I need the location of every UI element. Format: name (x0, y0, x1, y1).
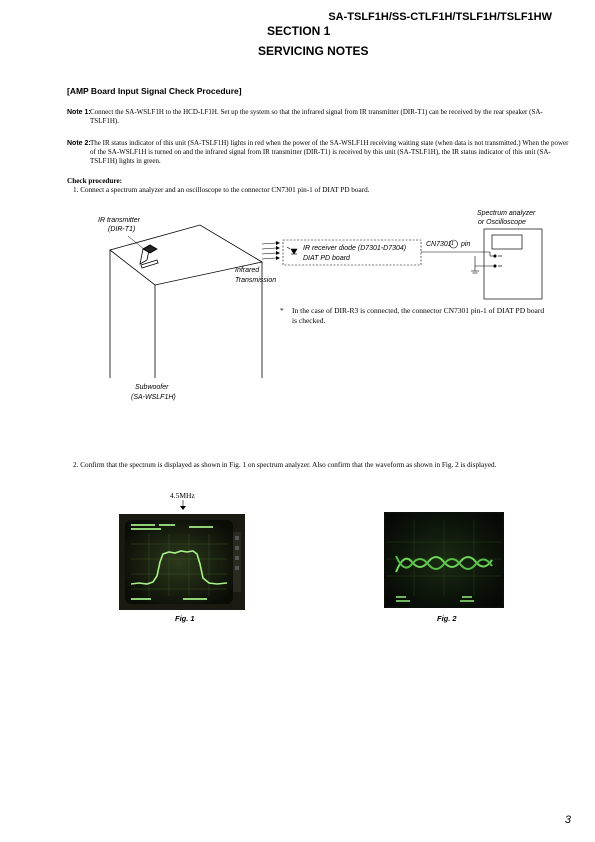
spectrum-analyzer-box (484, 229, 542, 299)
section-heading: SECTION 1 (267, 24, 331, 38)
marker-label: 4.5MHz (170, 491, 195, 500)
infrared-label: Infrared (235, 267, 260, 274)
transmission-label: Transmission (235, 277, 277, 284)
ir-receiver-label: IR receiver diode (D7301-D7304) (303, 245, 407, 252)
step-2: 2. Confirm that the spectrum is displayed as shown in Fig. 1 on spectrum analyzer. Also confirm that the waveform as shown in Fig. 2 is displayed. (73, 461, 497, 469)
pin-number: 1 (451, 240, 455, 247)
oscilloscope-label: or Oscilloscope (478, 219, 526, 226)
note-2-label: Note 2: (67, 140, 91, 147)
note-1-text: Connect the SA-WSLF1H to the HCD-LF1H. Set up the system so that the infrared signal from IR transmitter (DIR-T1) can be received by the rear speaker (SA-TSLF1H). (90, 108, 543, 125)
fig2-caption: Fig. 2 (437, 614, 457, 623)
subwoofer-model: (SA-WSLF1H) (131, 394, 176, 401)
pin-label: pin (461, 241, 471, 248)
page-title: SERVICING NOTES (258, 44, 369, 58)
footnote-text: In the case of DIR-R3 is connected, the connector CN7301 pin-1 of DIAT PD board is checked. (292, 306, 545, 325)
check-procedure-heading: Check procedure: (67, 177, 123, 185)
diode-icon (287, 247, 297, 254)
fig1-caption: Fig. 1 (175, 614, 195, 623)
procedure-title: [AMP Board Input Signal Check Procedure] (67, 86, 242, 96)
fig1-spectrum-photo (119, 514, 245, 610)
cn7301-label: CN7301 (426, 241, 452, 248)
ir-transmitter-label: IR transmitter (98, 217, 141, 224)
spectrum-analyzer-label: Spectrum analyzer (477, 210, 536, 217)
subwoofer-box (110, 225, 262, 378)
note-2-text: The IR status indicator of this unit (SA-TSLF1H) lights in red when the power of the SA-WSLF1H receiving waiting state (when data is not transmitted.) When the power of the SA-WSLF1H is turned on and the infrared signal from IR transmitter (DIR-T1) is received by this unit (SA-TSLF1H), the IR status indicator of this unit (SA-TSLF1H) lights in green. (90, 139, 569, 165)
model-numbers: SA-TSLF1H/SS-CTLF1H/TSLF1H/TSLF1HW (328, 11, 552, 23)
step-1: 1. Connect a spectrum analyzer and an oscilloscope to the connector CN7301 pin-1 of DIAT PD board. (73, 186, 370, 194)
subwoofer-label: Subwoofer (135, 384, 169, 391)
ir-transmitter-shape (140, 245, 158, 268)
page-number: 3 (564, 814, 571, 826)
note-1-label: Note 1: (67, 109, 91, 116)
infrared-arrows (262, 243, 276, 259)
fig2-waveform-photo (384, 512, 504, 608)
footnote-mark: * (280, 306, 284, 315)
diat-pd-board-label: DIAT PD board (303, 255, 350, 262)
probe-wiring (421, 252, 494, 273)
ir-transmitter-model: (DIR-T1) (108, 226, 136, 233)
